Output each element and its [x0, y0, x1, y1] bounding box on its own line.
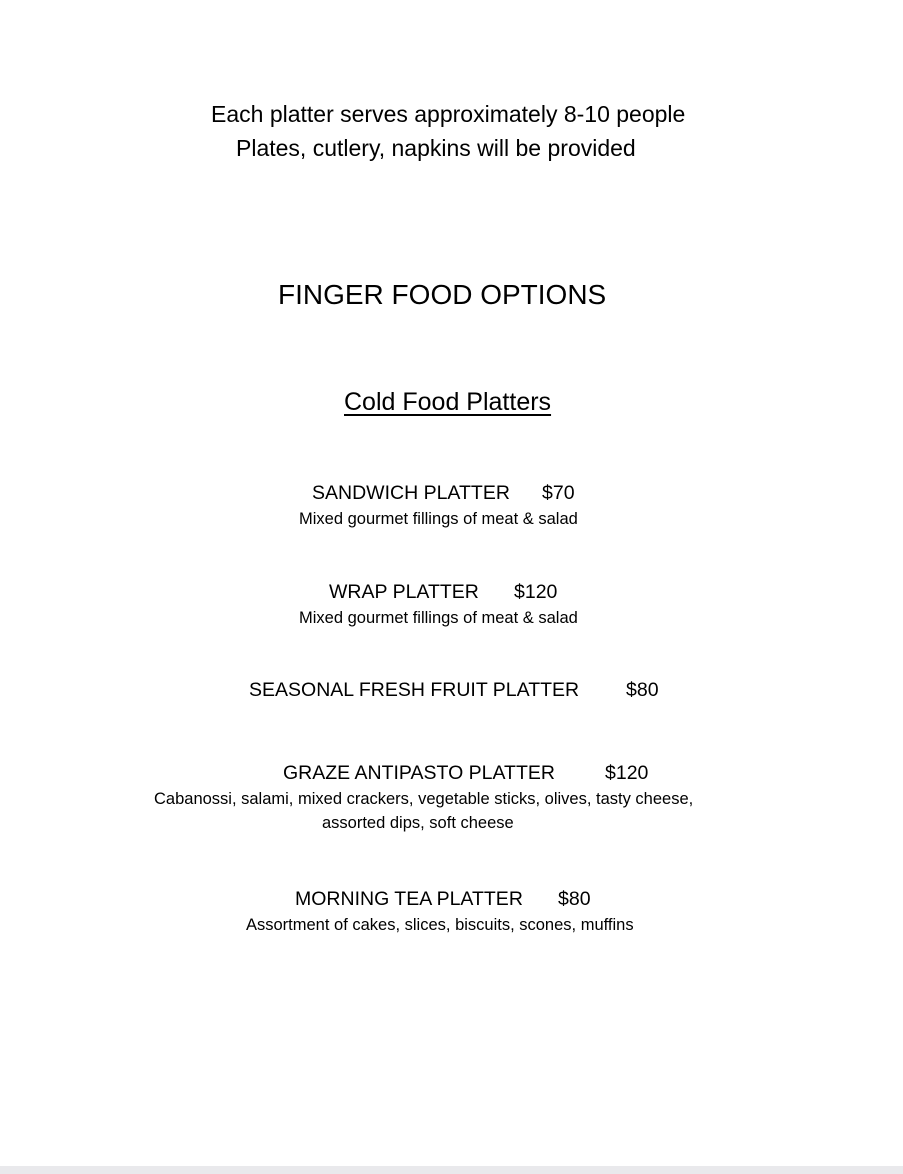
item-name-antipasto-platter: GRAZE ANTIPASTO PLATTER: [283, 762, 555, 784]
item-description-antipasto-platter-line1: Cabanossi, salami, mixed crackers, vegetable sticks, olives, tasty cheese,: [154, 790, 694, 808]
page-heading: FINGER FOOD OPTIONS: [278, 279, 607, 310]
item-description-antipasto-platter-line2: assorted dips, soft cheese: [322, 814, 514, 832]
section-title: Cold Food Platters: [344, 388, 552, 416]
page-bottom-edge: [0, 1166, 903, 1174]
item-name-sandwich-platter: SANDWICH PLATTER: [312, 482, 510, 504]
item-description-morning-tea-platter: Assortment of cakes, slices, biscuits, scones, muffins: [246, 916, 634, 934]
item-description-wrap-platter: Mixed gourmet fillings of meat & salad: [299, 609, 578, 627]
item-name-fruit-platter: SEASONAL FRESH FRUIT PLATTER: [249, 679, 580, 701]
intro-supplies-text: Plates, cutlery, napkins will be provided: [236, 135, 636, 161]
intro-servings-text: Each platter serves approximately 8-10 people: [211, 101, 686, 127]
item-name-morning-tea-platter: MORNING TEA PLATTER: [295, 888, 523, 910]
item-price-wrap-platter: $120: [514, 581, 558, 603]
item-price-morning-tea-platter: $80: [558, 888, 591, 910]
item-name-wrap-platter: WRAP PLATTER: [329, 581, 479, 603]
item-price-antipasto-platter: $120: [605, 762, 649, 784]
item-price-sandwich-platter: $70: [542, 482, 575, 504]
item-price-fruit-platter: $80: [626, 679, 659, 701]
item-description-sandwich-platter: Mixed gourmet fillings of meat & salad: [299, 510, 578, 528]
